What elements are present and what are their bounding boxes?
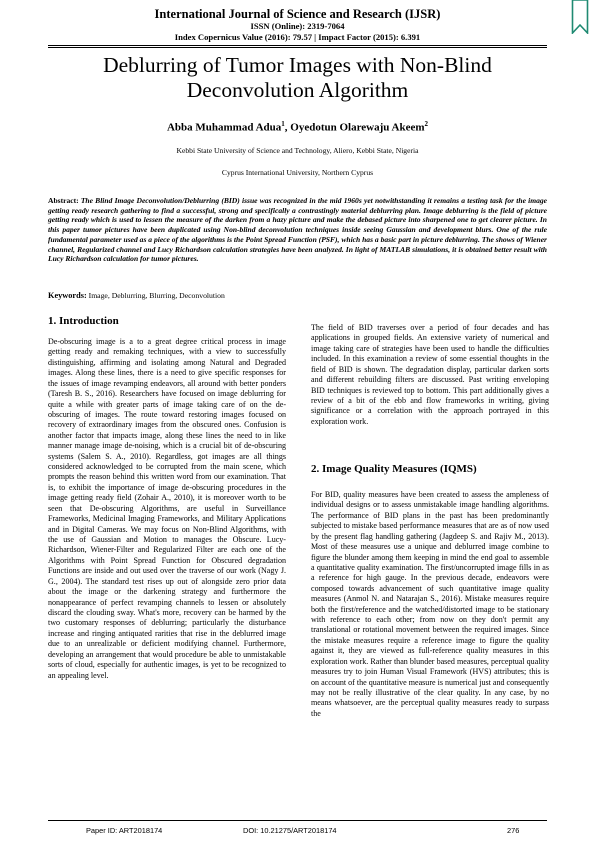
affiliation-1: Kebbi State University of Science and Technology, Aliero, Kebbi State, Nigeria <box>176 146 419 155</box>
paper-title-line-1: Deblurring of Tumor Images with Non-Blind <box>103 53 492 77</box>
intro-paragraph-2: The field of BID traverses over a period of four decades and has applications in grouped fields. An extensive variety of numerical and image taking care of strategies have been used to handle the difficulties included. In this examination a review of some essential thoughts in the field of BID is shown. The degradation display, particular darken sorts and different rebuilding filters are discussed. Past writing enveloping BID techniques is reviewed top to bottom. This part additionally gives a review of a bit of the ebb and flow frameworks in writing, giving significance or a correlation with the approach portrayed in this exploration work. <box>311 323 549 426</box>
iqm-column <box>311 490 549 719</box>
abstract <box>48 196 547 264</box>
author-1-affil-marker: 1 <box>281 120 285 128</box>
header-rule-2 <box>48 47 547 48</box>
footer-rule <box>48 820 547 821</box>
journal-index: Index Copernicus Value (2016): 79.57 | Impact Factor (2015): 6.391 <box>174 32 421 42</box>
header-rule <box>48 45 547 46</box>
footer-page-number: 276 <box>507 826 520 835</box>
author-list <box>48 118 547 135</box>
author-2: Oyedotun Olarewaju Akeem <box>290 121 425 134</box>
paper-title <box>60 53 535 103</box>
section-heading-iqm: 2. Image Quality Measures (IQMS) <box>311 463 477 475</box>
footer-paper-id: Paper ID: ART2018174 <box>86 826 163 835</box>
footer-doi: DOI: 10.21275/ART2018174 <box>243 826 337 835</box>
journal-title: International Journal of Science and Research (IJSR) <box>154 7 441 21</box>
left-column <box>48 337 286 681</box>
abstract-label: Abstract: <box>48 196 81 205</box>
keywords <box>48 291 547 301</box>
journal-header <box>0 7 595 43</box>
author-separator: , <box>284 121 291 134</box>
iqm-paragraph-1: For BID, quality measures have been created to assess the ampleness of individual designs or to assess unmistakable image handling algorithms. The performance of BID plans in the past has been predominantly subjected to mistake based performance measures that are as of now used by the present flag handling gathering (Jagdeep S. and Rajiv M., 2013). Most of these measures use a unique and deblurred image combine to figure the blunder among them keeping in mind the end goal to assemble a quantitative quality examination. The first/uncorrupted image fills in as a reference for high gauge. In the previous decade, endeavors were composed towards advancement of such quantitative image quality measures (Anmol N. and Natarajan S., 2016). Mistake measures require both the first/reference and the watched/distorted image to be stationary with reference to each other; from now on they don't permit any translational or rotational movement between the required images. Since the mistake measures require a reference image to figure the quality against it, they are viewed as full-reference quality measures in this exploration work. Rather than blunder based measures, perceptual quality measures try to join Human Visual Framework (HVS) attributes; this is on account of the quantitative measure is numerical just and consequently may not be really illustrative of the clear quality. In any case, by no means whatsoever, are the perceptual quality measures ready to surpass the <box>311 490 549 718</box>
author-2-affil-marker: 2 <box>424 120 429 128</box>
affiliation-2: Cyprus International University, Northern Cyprus <box>221 168 374 177</box>
intro-paragraph-1: De-obscuring image is a to a great degree critical process in image getting ready and remaking techniques, with a view to successfully distinguishing, affirming and isolating among Natural and Degraded images. Along these lines, there is a need to give specific responses for the issues of image revamping endeavors, all around with better ponders (Taresh B. S., 2016). Researchers have focused on image deblurring for quite a while with greater parts of image taking care of on the de-obscuring of images. The route toward restoring images focused on recovery of extraordinary images from the obscured ones. Confusion is another factor that impacts image, along these lines the need to in like manner manage image de-noising, which is a crucial bit of de-obscuring systems (Salem S. A., 2010). Regardless, got images are all things considered acknowledged to be corrupted from the main scene, which prompts the reason behind this written word from our examination. That is, to exhibit the importance of image de-obscuring procedures in the image getting ready field (Zohair A., 2010), it is moreover worth to be seen that De-obscuring Algorithms, are useful in Surveillance Frameworks, Medicinal Imaging Frameworks, and Military Applications and in Digital Cameras. We may focus on Non-Blind Algorithms, with the use of Gaussian and Motion to manages the Obscure. Lucy-Richardson, Wiener-Filter and Regularized Filter are each one of the Algorithms with Point Spread Function for Obscured degradation Functions are inside and out used over the traverse of our work (Nagy J. G., 2004). The standard test rises up out of alongside zero prior data about the image or the darkening strategy and furthermore the nonappearance of perfect revamping channels to lessen or absolutely discard the clouding sway. What's more, recovery can be harmed by the two customary responses of deblurring; particularly the disturbance increase and ringing antiquated rarities that rise in the deblurred image due to an unrealizable or deficient modifying channel. Furthermore, developing an arrangement that would procedure be able to unmistakable sorts of cloud, especially for authentic images, is yet to be recognized to an appealing level. <box>48 337 286 680</box>
right-column <box>311 323 549 427</box>
author-1: Abba Muhammad Adua <box>166 121 282 134</box>
journal-issn: ISSN (Online): 2319-7064 <box>250 21 345 31</box>
section-heading-introduction: 1. Introduction <box>48 315 119 327</box>
abstract-text: The Blind Image Deconvolution/Deblurring (BID) issue was recognized in the mid 1960s yet notwithstanding it remains a testing task for the image getting ready research gathering to find a successful, strong and specifically a contrastingly material deblurring plan. Image deblurring is the field of picture getting ready which is used to lessen the measure of the darken from a hazy picture and make the debased picture into sharpened one to get clearer picture. In this paper tumor pictures have been duplicated using Non-blind deconvolution techniques inside seeing Gaussian and development blurs. One of the rule fundamental parameter used as a piece of the algorithms is the Point Spread Function (PSF), which has a basic part in picture deblurring. The shows of Wiener channel, Regularized channel and Lucy Richardson calculation strategies have been analyzed. In light of MATLAB simulations, it is obtained better result with Lucy Richardson calculation for tumor pictures. <box>48 196 547 264</box>
paper-title-line-2: Deconvolution Algorithm <box>186 78 409 102</box>
keywords-label: Keywords: <box>48 291 87 300</box>
keywords-text: Image, Deblurring, Blurring, Deconvolution <box>86 291 225 300</box>
